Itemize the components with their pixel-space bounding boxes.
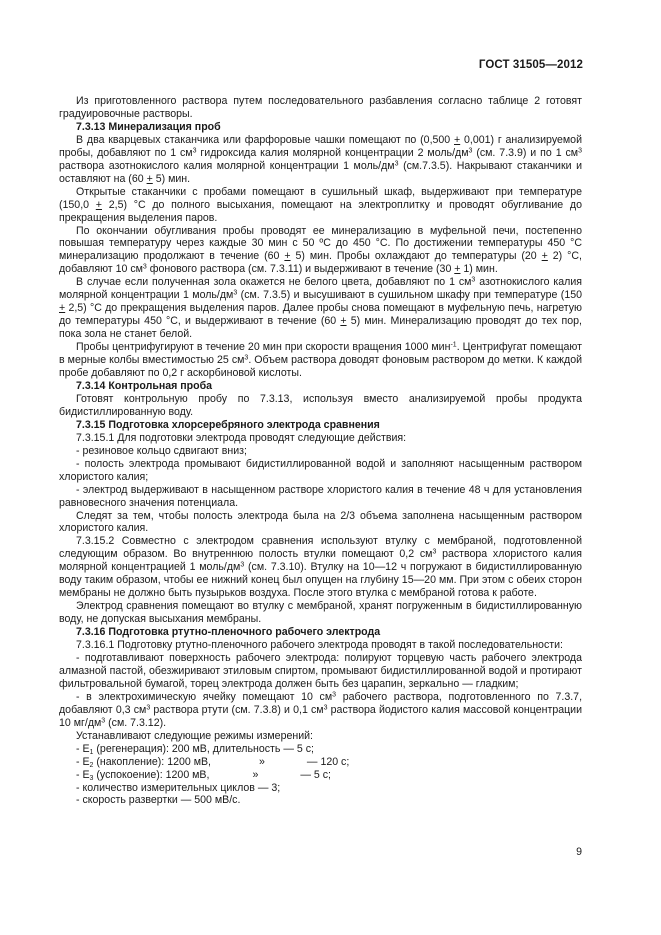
list-item: - полость электрода промывают бидистиллированной водой и заполняют насыщенным раствором хлористого калия; [59, 457, 582, 483]
paragraph: В случае если полученная зола окажется не белого цвета, добавляют по 1 $см^3$ азотнокислого калия молярной концентрации 1 моль/$дм^3$ (см. 7.3.5) и высушивают в сушильном шкафу при температуре (150 + 2,5) °С до прекращения выделения паров. Далее пробы снова помещают в муфельную печь, нагретую до температуры 450 °С, и выдерживают в течение (60 + 5) мин. Минерализацию проводят до тех пор, пока зола не станет белой. [59, 276, 583, 341]
paragraph: Готовят контрольную пробу по 7.3.13, используя вместо анализируемой пробы продукта бидистиллированную воду. [59, 392, 582, 418]
section-heading: 7.3.13 Минерализация проб [76, 120, 221, 133]
paragraph: Следят за тем, чтобы полость электрода была на 2/3 объема заполнена насыщенным раствором хлористого калия. [59, 509, 582, 535]
list-item: - количество измерительных циклов — 3; [76, 781, 281, 794]
paragraph: Из приготовленного раствора путем последовательного разбавления согласно таблице 2 готовят градуировочные растворы. [59, 95, 582, 120]
list-item: - резиновое кольцо сдвигают вниз; [76, 444, 247, 457]
paragraph: Открытые стаканчики с пробами помещают в сушильный шкаф, выдерживают при температуре (150,0 + 2,5) °С до полного высыхания, помещают на электроплитку и проводят обугливание до прекращения выделения паров. [59, 185, 583, 224]
page-number: 9 [576, 846, 582, 858]
document-header: ГОСТ 31505—2012 [478, 59, 583, 71]
paragraph: По окончании обугливания пробы проводят ее минерализацию в муфельной печи, постепенно повышая температуру через каждые 30 мин с 50 ºС до 450 °С. По достижении температуры 450 °С минерализацию продолжают в течение (60 + 5) мин. Пробы охлаждают до температуры (20 + 2) °С, добавляют 10 $см^3$ фонового раствора (см. 7.3.11) и выдерживают в течение (30 + 1) мин. [59, 224, 582, 276]
list-item: - в электрохимическую ячейку помещают 10 $см^3$ рабочего раствора, подготовленного по 7.3.7, добавляют 0,3 $см^3$ раствора ртути (см. 7.3.8) и 0,1 $см^3$ раствора йодистого калия массовой концентрации 10 $мг/дм^3$ (см. 7.3.12). [59, 690, 583, 729]
list-item: - электрод выдерживают в насыщенном растворе хлористого калия в течение 48 ч для установления равновесного значения потенциала. [59, 483, 582, 509]
paragraph: Устанавливают следующие режимы измерений: [76, 729, 313, 742]
list-item: - скорость развертки — 500 мВ/с. [76, 794, 241, 807]
list-item: - подготавливают поверхность рабочего электрода: полируют торцевую часть рабочего электрода алмазной пастой, обезжиривают этиловым спиртом, промывают бидистиллированной водой и протирают фильтровальной бумагой, торец электрода должен быть без царапин, зеркально — гладким; [59, 651, 582, 690]
document-body [59, 95, 582, 807]
mode-item: - $E_2$ (накопление): 1200 мВ, » — 120 с; [76, 755, 350, 769]
paragraph: 7.3.15.1 Для подготовки электрода проводят следующие действия: [76, 431, 407, 444]
section-heading: 7.3.16 Подготовка ртутно-пленочного рабочего электрода [76, 626, 381, 639]
paragraph: Электрод сравнения помещают во втулку с мембраной, хранят погруженным в бидистиллированную воду, не допуская высыхания мембраны. [59, 600, 582, 626]
paragraph: Пробы центрифугируют в течение 20 мин при скорости вращения 1000 мин$^{-1}$. Центрифугат помещают в мерные колбы вместимостью 25 $см^3$. Объем раствора доводят фоновым раствором до метки. К каждой пробе добавляют по 0,2 г аскорбиновой кислоты. [59, 341, 583, 380]
mode-item: - $E_3$ (успокоение): 1200 мВ, » — 5 с; [76, 768, 331, 782]
paragraph: В два кварцевых стаканчика или фарфоровые чашки помещают по (0,500 + 0,001) г анализируемой пробы, добавляют по 1 $см^3$ гидроксида калия молярной концентрации 2 моль/$дм^3$ (см. 7.3.9) и по 1 $см^3$ раствора азотнокислого калия молярной концентрации 1 моль/$дм^3$ (см.7.3.5). Накрывают стаканчики и оставляют на (60 + 5) мин. [59, 133, 582, 185]
paragraph: 7.3.15.2 Совместно с электродом сравнения используют втулку с мембраной, подготовленной следующим образом. Во внутреннюю полость втулки помещают 0,2 $см^3$ раствора хлористого калия молярной концентрацией 1 моль/$дм^3$ (см. 7.3.10). Втулку на 10—12 ч погружают в бидистиллированную воду таким образом, чтобы ее нижний конец был опущен на глубину 15—20 мм. При этом с обеих сторон мембраны не должно быть пузырьков воздуха. После этого втулка с мембраной готова к работе. [59, 535, 582, 600]
section-heading: 7.3.14 Контрольная проба [76, 379, 213, 392]
section-heading: 7.3.15 Подготовка хлорсеребряного электрода сравнения [76, 418, 380, 431]
paragraph: 7.3.16.1 Подготовку ртутно-пленочного рабочего электрода проводят в такой последовательности: [76, 639, 563, 652]
mode-item: - $E_1$ (регенерация): 200 мВ, длительность — 5 с; [76, 742, 314, 756]
